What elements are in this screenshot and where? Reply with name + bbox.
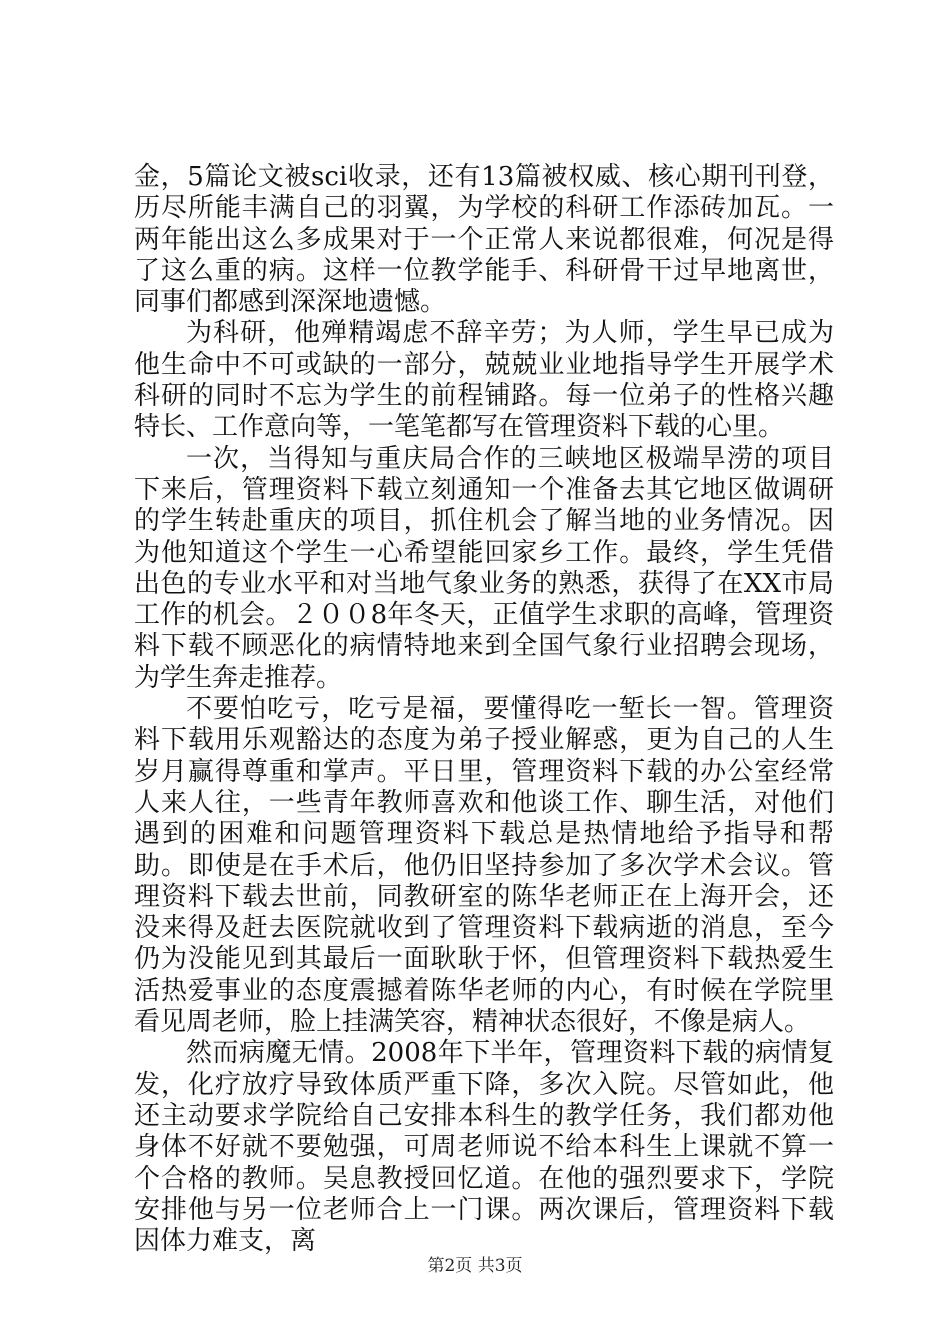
paragraph-chongqing-project: 一次，当得知与重庆局合作的三峡地区极端旱涝的项目下来后，管理资料下载立刻通知一个准备去其它地区做调研的学生转赴重庆的项目，抓住机会了解当地的业务情况。因为他知道这个学生一心希望能回家乡工作。最终，学生凭借出色的专业水平和对当地气象业务的熟悉，获得了在XX市局工作的机会。２００8年冬天，正值学生求职的高峰，管理资料下载不顾恶化的病情特地来到全国气象行业招聘会现场，为学生奔走推荐。 (134, 443, 834, 693)
paragraph-optimism: 不要怕吃亏，吃亏是福，要懂得吃一堑长一智。管理资料下载用乐观豁达的态度为弟子授业解惑，更为自己的人生岁月赢得尊重和掌声。平日里，管理资料下载的办公室经常人来人往，一些青年教师喜欢和他谈工作、聊生活，对他们遇到的困难和问题管理资料下载总是热情地给予指导和帮助。即使是在手术后，他仍旧坚持参加了多次学术会议。管理资料下载去世前，同教研室的陈华老师正在上海开会，还没来得及赶去医院就收到了管理资料下载病逝的消息，至今仍为没能见到其最后一面耿耿于怀，但管理资料下载热爱生活热爱事业的态度震撼着陈华老师的内心，有时候在学院里看见周老师，脸上挂满笑容，精神状态很好，不像是病人。 (134, 694, 834, 1038)
paragraph-continuation: 金，5篇论文被sci收录，还有13篇被权威、核心期刊刊登，历尽所能丰满自己的羽翼，为学校的科研工作添砖加瓦。一两年能出这么多成果对于一个正常人来说都很难，何况是得了这么重的病。这样一位教学能手、科研骨干过早地离世，同事们都感到深深地遗憾。 (134, 162, 834, 318)
document-body (134, 162, 834, 1257)
paragraph-research: 为科研，他殚精竭虑不辞辛劳；为人师，学生早已成为他生命中不可或缺的一部分，兢兢业业地指导学生开展学术科研的同时不忘为学生的前程铺路。每一位弟子的性格兴趣特长、工作意向等，一笔笔都写在管理资料下载的心里。 (134, 318, 834, 443)
paragraph-illness: 然而病魔无情。2008年下半年，管理资料下载的病情复发，化疗放疗导致体质严重下降，多次入院。尽管如此，他还主动要求学院给自己安排本科生的教学任务，我们都劝他身体不好就不要勉强，可周老师说不给本科生上课就不算一个合格的教师。吴息教授回忆道。在他的强烈要求下，学院安排他与另一位老师合上一门课。两次课后，管理资料下载因体力难支，离 (134, 1038, 834, 1257)
page-number-footer: 第2页 共3页 (427, 1256, 523, 1276)
